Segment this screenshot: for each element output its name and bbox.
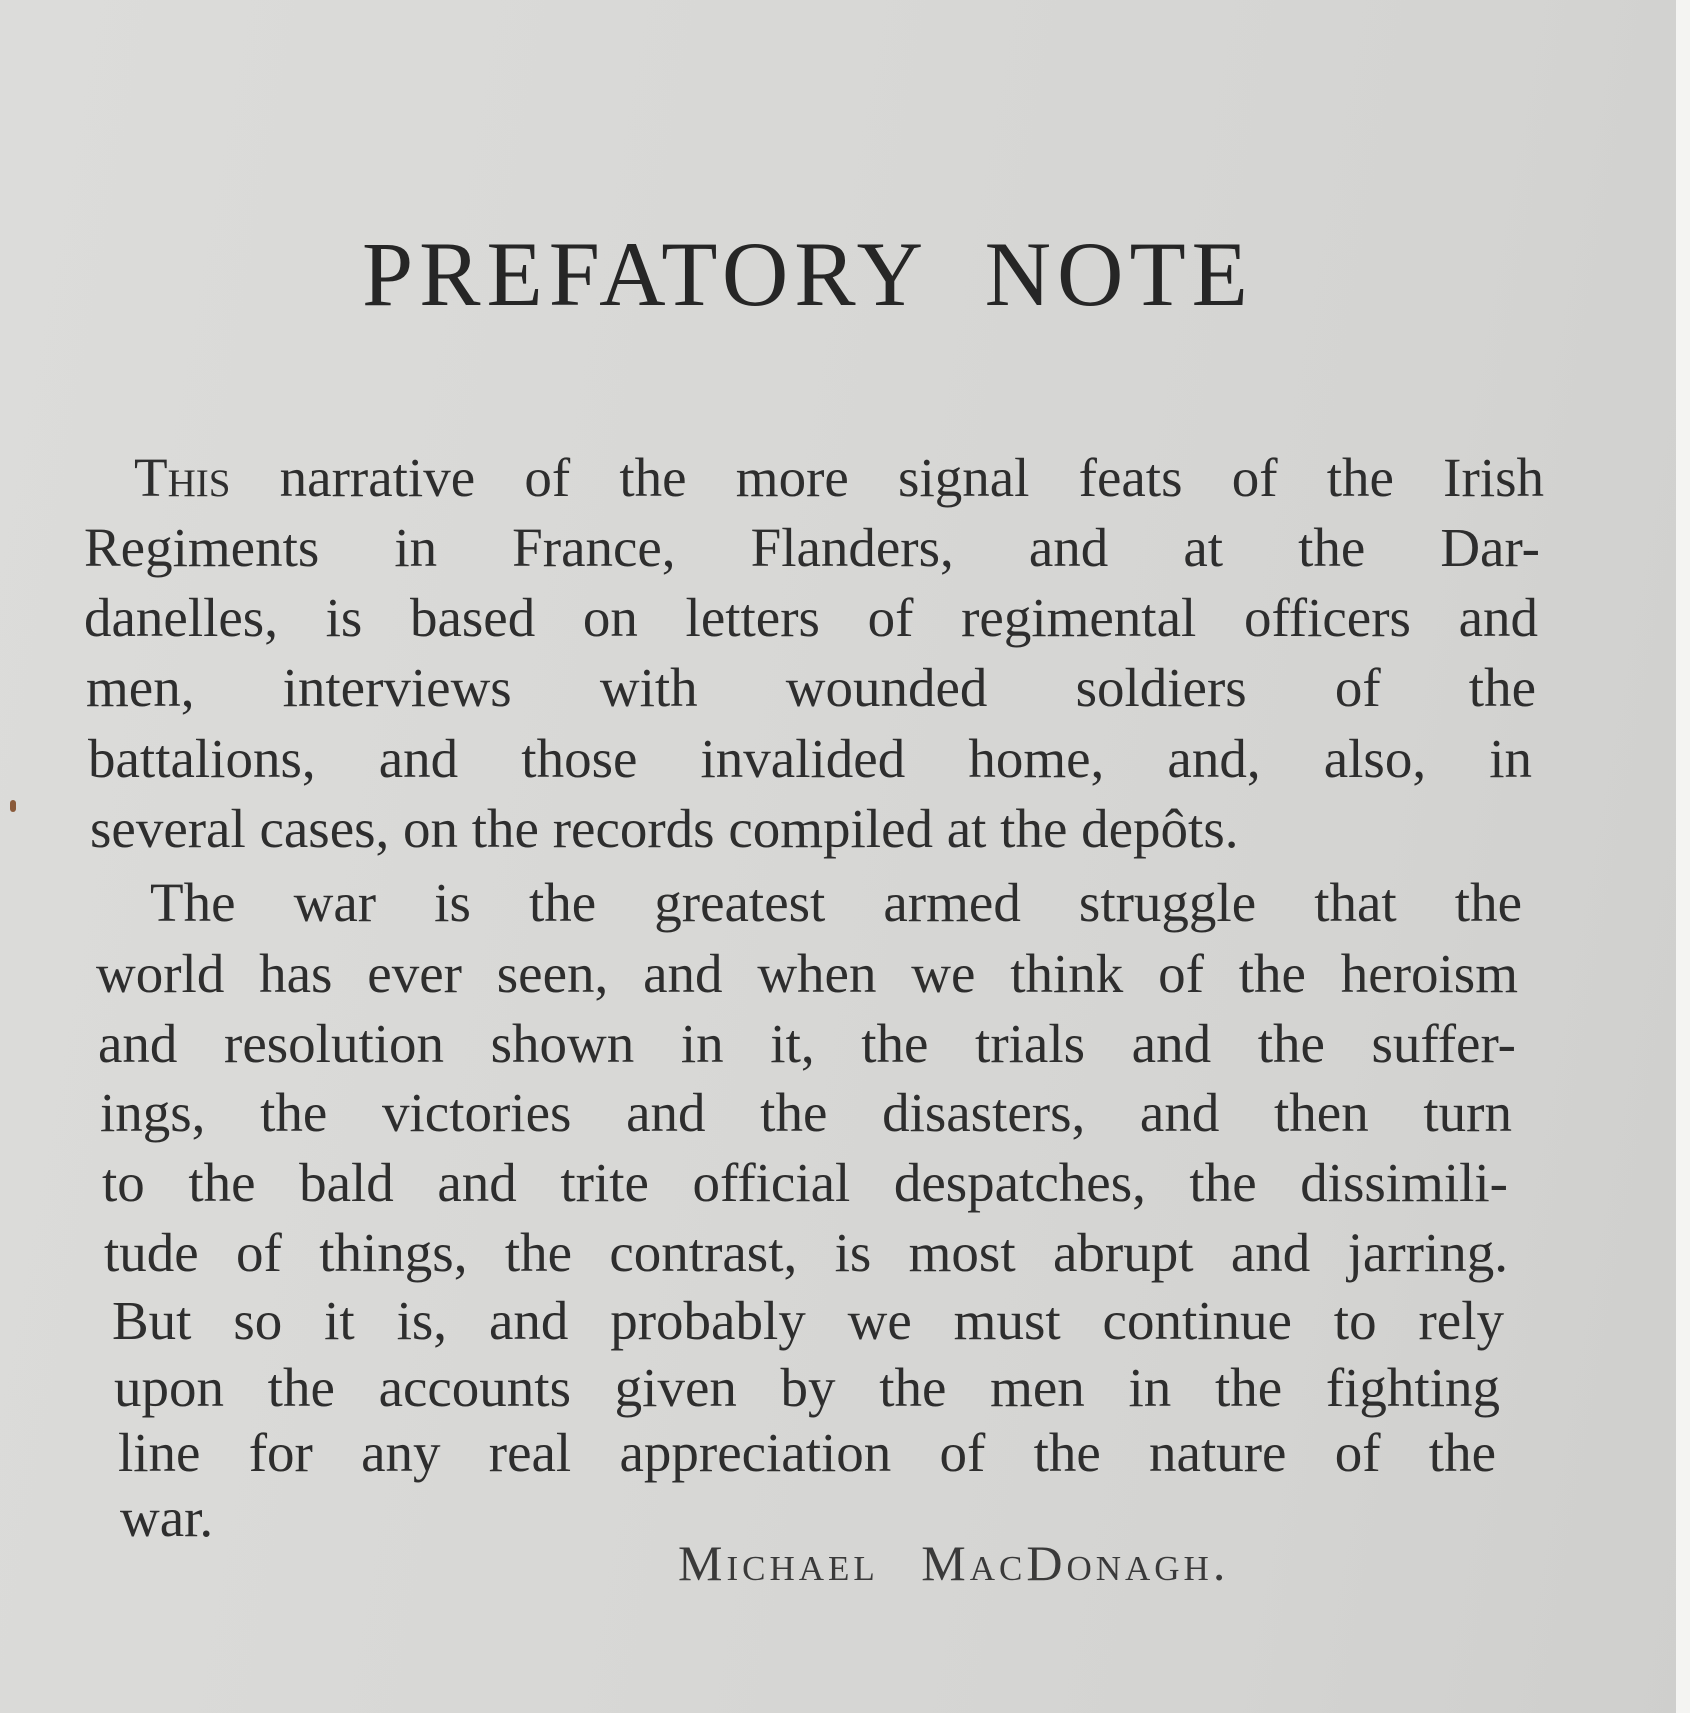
paper-blemish: [10, 800, 16, 812]
text-line: tude of things, the contrast, is most abrupt and jarring.: [104, 1222, 1508, 1283]
text-line: war.: [120, 1487, 214, 1548]
author-signature: Michael MacDonagh.: [678, 1535, 1230, 1591]
text-line: world has ever seen, and when we think of the heroism: [96, 943, 1518, 1004]
text-line: Regiments in France, Flanders, and at the Dar-: [84, 517, 1540, 578]
lead-word: This: [134, 447, 231, 508]
text-line: battalions, and those invalided home, and, also, in: [88, 728, 1532, 789]
text-line: upon the accounts given by the men in the fighting: [114, 1357, 1500, 1418]
line-text: narrative of the more signal feats of the Irish: [230, 447, 1544, 508]
text-line: men, interviews with wounded soldiers of the: [86, 657, 1536, 718]
text-line: danelles, is based on letters of regimental officers and: [84, 587, 1538, 648]
text-line: The war is the greatest armed struggle that the: [150, 872, 1522, 933]
text-line: several cases, on the records compiled at the depôts.: [90, 798, 1239, 859]
text-line: line for any real appreciation of the nature of the: [118, 1422, 1496, 1483]
text-line: and resolution shown in it, the trials and the suffer-: [98, 1013, 1516, 1074]
text-line: ings, the victories and the disasters, and then turn: [100, 1082, 1512, 1143]
text-line: to the bald and trite official despatches, the dissimili-: [102, 1152, 1508, 1213]
text-line: [134, 447, 1544, 508]
page-edge: [1676, 0, 1690, 1713]
page-title: PREFATORY NOTE: [362, 223, 1254, 325]
text-line: But so it is, and probably we must continue to rely: [112, 1290, 1504, 1351]
